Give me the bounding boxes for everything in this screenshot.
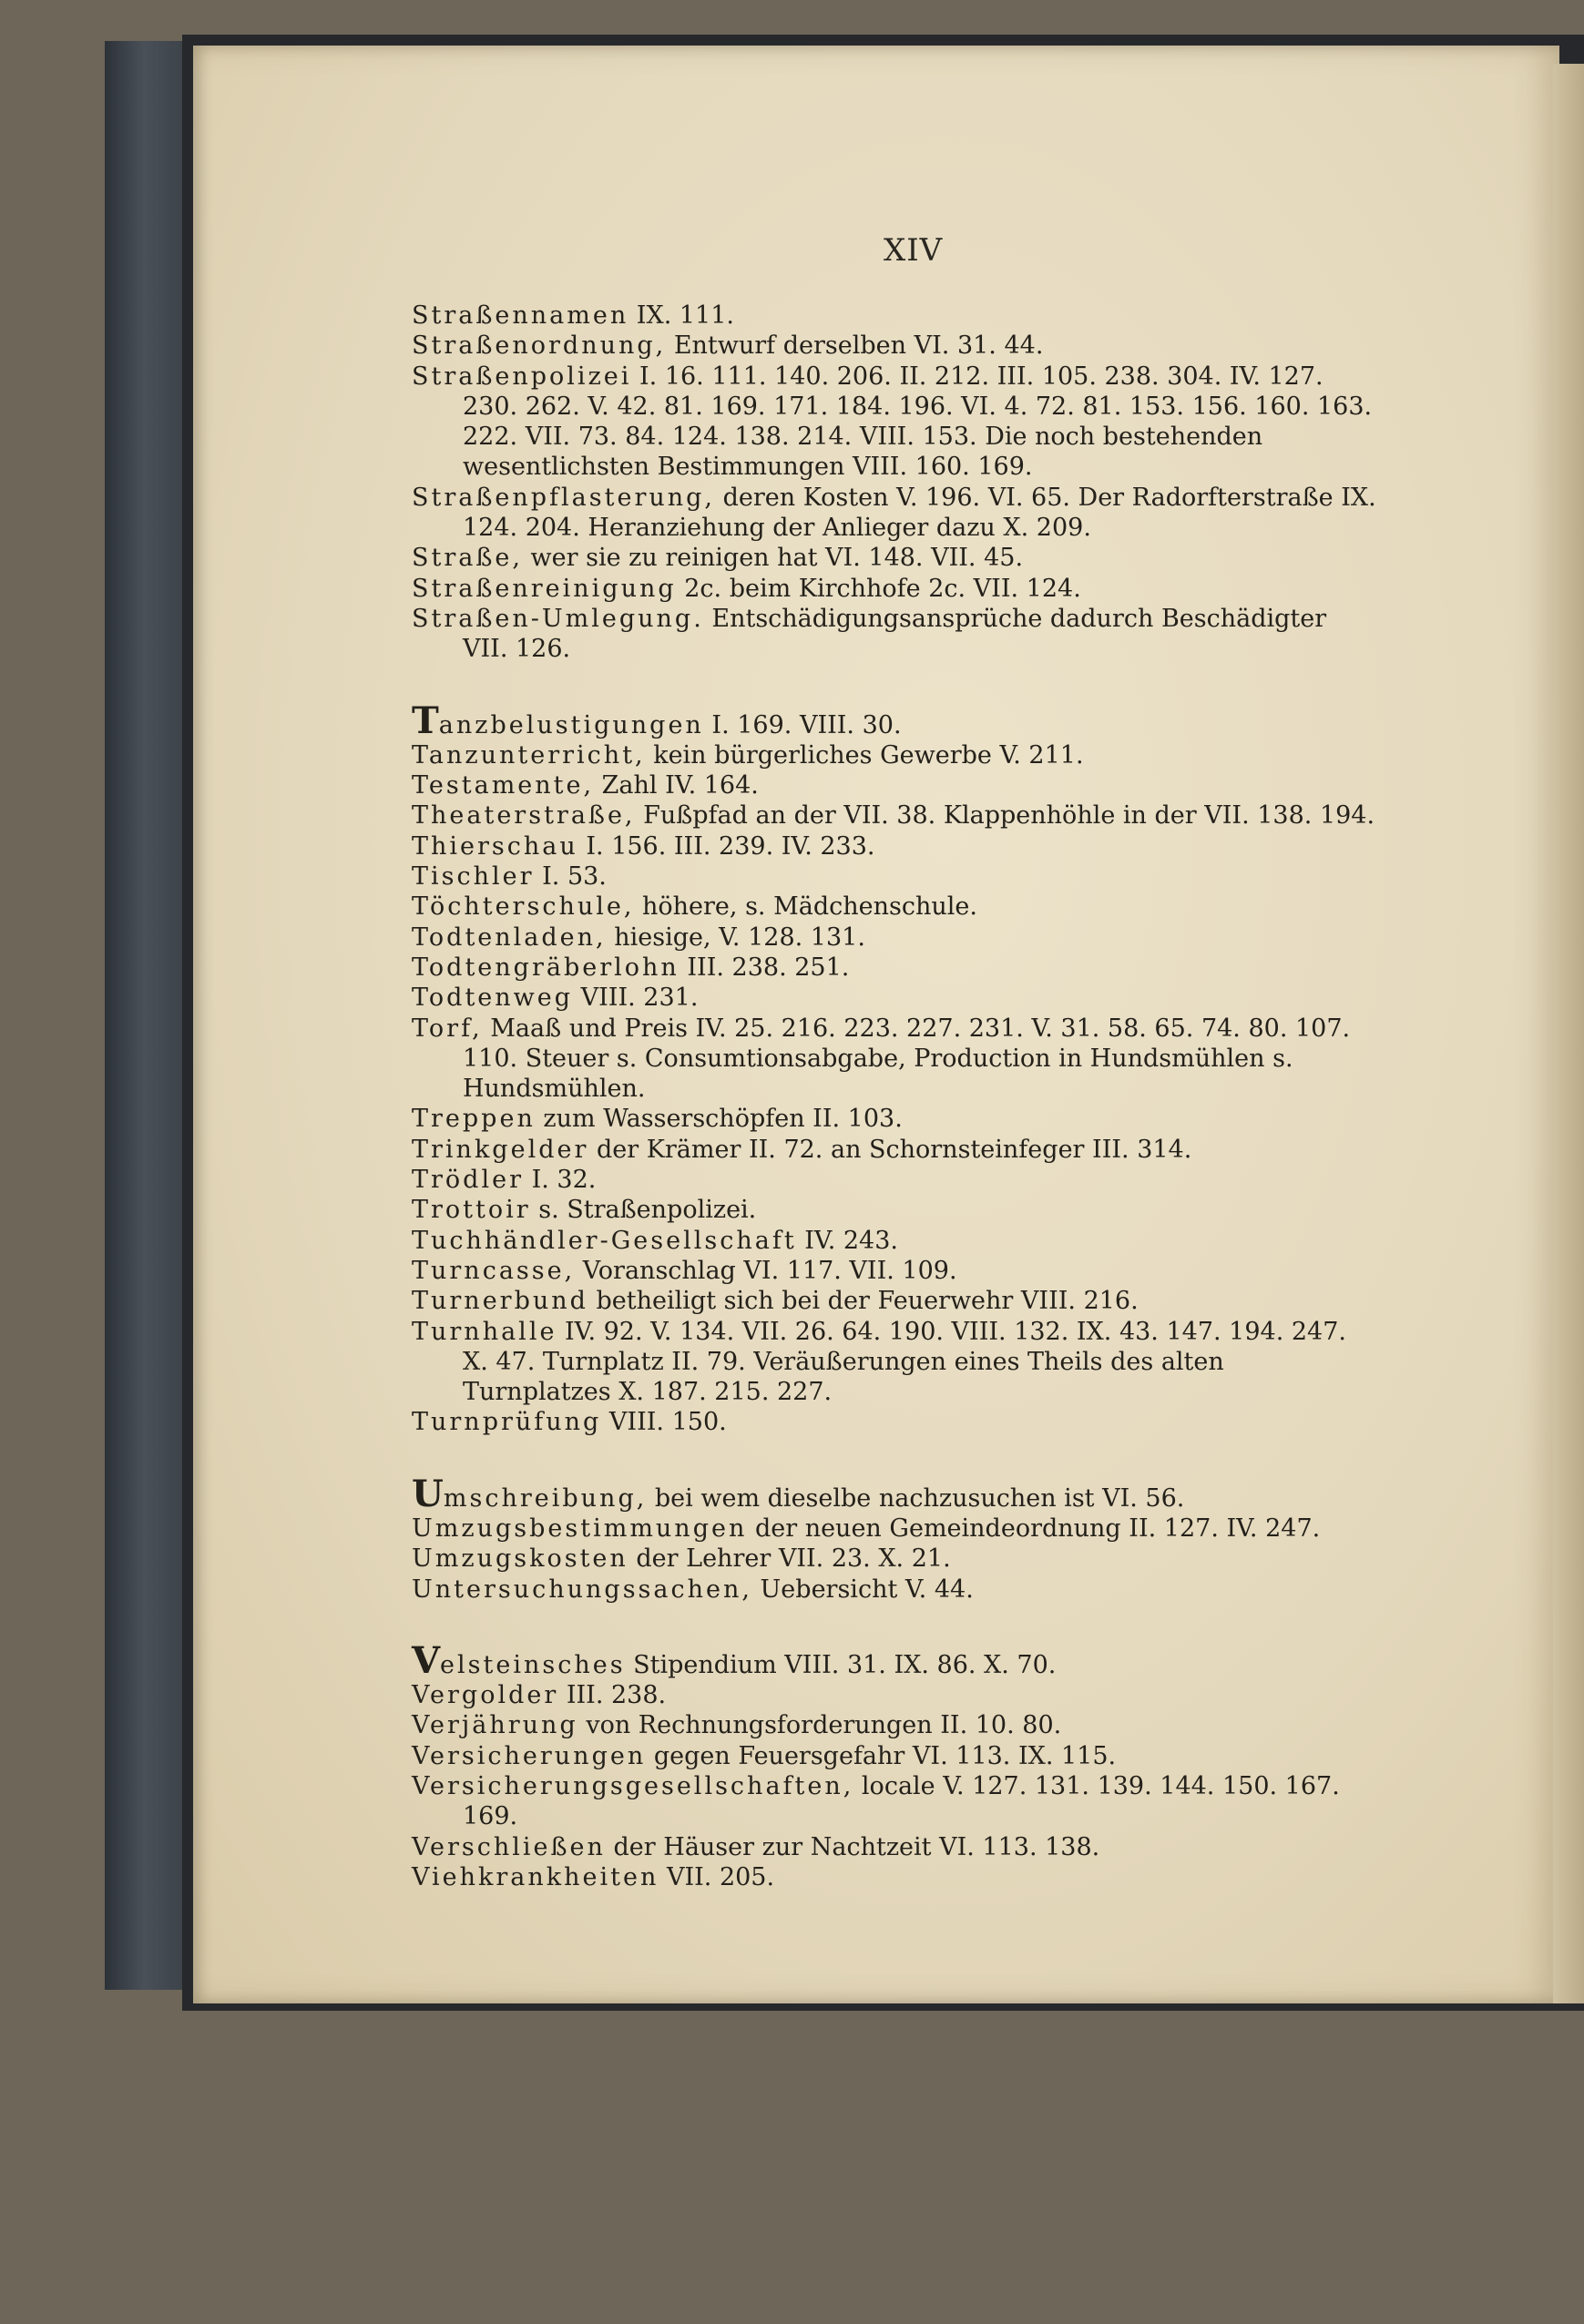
entry-references: der Lehrer VII. 23. X. 21. bbox=[628, 1544, 951, 1574]
entry-references: der Krämer II. 72. an Schornsteinfeger III. 314. bbox=[588, 1135, 1192, 1164]
book-spine-edge bbox=[105, 41, 193, 1990]
entry-term: Todtenweg bbox=[412, 984, 574, 1013]
entry-term: Straßenpolizei bbox=[412, 362, 632, 391]
index-section bbox=[412, 698, 1377, 1438]
index-entry bbox=[412, 1165, 1377, 1195]
entry-references: 2c. beim Kirchhofe 2c. VII. 124. bbox=[676, 574, 1081, 603]
entry-references: Fußpfad an der VII. 38. Klappenhöhle in der VII. 138. 194. bbox=[635, 801, 1375, 831]
entry-references: betheiligt sich bei der Feuerwehr VIII. 216. bbox=[588, 1287, 1139, 1316]
entry-term: Vergolder bbox=[412, 1681, 559, 1710]
entry-term: Theaterstraße, bbox=[412, 801, 636, 831]
entry-term: Turncasse, bbox=[412, 1256, 576, 1285]
index-entry bbox=[412, 604, 1377, 665]
index-entry bbox=[412, 1286, 1377, 1316]
entry-term: Straßenordnung, bbox=[412, 331, 667, 361]
entry-term: Trödler bbox=[412, 1166, 524, 1195]
entry-references: s. Straßenpolizei. bbox=[530, 1196, 757, 1225]
entry-references: III. 238. bbox=[558, 1681, 667, 1710]
index-entry bbox=[412, 574, 1377, 604]
index-entry bbox=[412, 1710, 1377, 1740]
entry-term: elsteinsches bbox=[440, 1650, 626, 1679]
entry-term: Straßenpflasterung, bbox=[412, 483, 715, 512]
index-entry bbox=[412, 922, 1377, 953]
page-number: XIV bbox=[884, 232, 944, 269]
entry-term: Torf, bbox=[412, 1014, 483, 1043]
entry-term: Trinkgelder bbox=[412, 1135, 589, 1164]
entry-references: Entschädigungsansprüche dadurch Beschädigter VII. 126. bbox=[463, 604, 1327, 664]
index-entry bbox=[412, 800, 1377, 831]
index-section bbox=[412, 1638, 1377, 1892]
entry-term: Versicherungen bbox=[412, 1741, 647, 1770]
index-section bbox=[412, 301, 1377, 665]
entry-term: Tischler bbox=[412, 862, 535, 892]
index-entry bbox=[412, 1638, 1377, 1682]
entry-term: Testamente, bbox=[412, 771, 595, 800]
index-entry bbox=[412, 362, 1377, 483]
entry-references: der Häuser zur Nachtzeit VI. 113. 138. bbox=[605, 1832, 1100, 1861]
entry-term: Turnprüfung bbox=[412, 1408, 602, 1437]
entry-references: I. 53. bbox=[534, 862, 607, 892]
index-entry bbox=[412, 1514, 1377, 1544]
index-entry bbox=[412, 1832, 1377, 1862]
index-entry bbox=[412, 770, 1377, 800]
entry-term: Tanzunterricht, bbox=[412, 740, 646, 770]
entry-term: Straße, bbox=[412, 544, 523, 573]
entry-references: IV. 92. V. 134. VII. 26. 64. 190. VIII. 132. IX. 43. 147. 194. 247. X. 47. Turnplatz II. 79. Veräußerungen eines Theils des alten Turnplatzes X. 187. 215. 227. bbox=[463, 1317, 1346, 1407]
entry-term: Thierschau bbox=[412, 831, 578, 861]
index-entry bbox=[412, 1256, 1377, 1286]
entry-references: VIII. 231. bbox=[573, 984, 699, 1013]
entry-term: anzbelustigungen bbox=[438, 710, 704, 739]
entry-term: Treppen bbox=[412, 1105, 536, 1134]
index-entry bbox=[412, 861, 1377, 892]
entry-term: Turnhalle bbox=[412, 1317, 557, 1346]
index-entry bbox=[412, 1575, 1377, 1605]
entry-term: Turnerbund bbox=[412, 1287, 588, 1316]
section-initial: U bbox=[412, 1472, 444, 1515]
entry-term: Versicherungsgesellschaften, bbox=[412, 1772, 854, 1801]
entry-references: VII. 205. bbox=[659, 1862, 775, 1891]
index-entry bbox=[412, 483, 1377, 544]
entry-references: kein bürgerliches Gewerbe V. 211. bbox=[645, 740, 1084, 770]
entry-term: Verschließen bbox=[412, 1832, 606, 1861]
index-entry bbox=[412, 1407, 1377, 1437]
entry-references: Voranschlag VI. 117. VII. 109. bbox=[575, 1256, 957, 1285]
index-entry bbox=[412, 1472, 1377, 1515]
index-entry bbox=[412, 1741, 1377, 1771]
index-entry bbox=[412, 1680, 1377, 1710]
entry-term: mschreibung, bbox=[443, 1483, 648, 1513]
entry-references: IV. 243. bbox=[796, 1226, 898, 1255]
entry-references: Zahl IV. 164. bbox=[594, 771, 759, 800]
entry-references: zum Wasserschöpfen II. 103. bbox=[535, 1105, 903, 1134]
index-entry bbox=[412, 301, 1377, 331]
index-entry bbox=[412, 698, 1377, 742]
entry-term: Umzugsbestimmungen bbox=[412, 1514, 748, 1543]
entry-term: Viehkrankheiten bbox=[412, 1862, 659, 1891]
index-entry bbox=[412, 892, 1377, 922]
section-initial: T bbox=[412, 698, 439, 742]
index-entry bbox=[412, 331, 1377, 361]
index-entry bbox=[412, 983, 1377, 1013]
entry-references: wer sie zu reinigen hat VI. 148. VII. 45. bbox=[522, 544, 1024, 573]
entry-term: Straßen-Umlegung. bbox=[412, 604, 704, 633]
entry-references: bei wem dieselbe nachzusuchen ist VI. 56. bbox=[647, 1483, 1185, 1513]
entry-references: III. 238. 251. bbox=[679, 953, 850, 982]
index-entry bbox=[412, 1226, 1377, 1256]
entry-term: Umzugskosten bbox=[412, 1544, 628, 1574]
index-entry bbox=[412, 1862, 1377, 1892]
entry-term: Straßennamen bbox=[412, 301, 629, 330]
index-entry bbox=[412, 1104, 1377, 1134]
index-entry bbox=[412, 953, 1377, 983]
entry-references: Maaß und Preis IV. 25. 216. 223. 227. 231. V. 31. 58. 65. 74. 80. 107. 110. Steuer s. Consumtionsabgabe, Production in Hundsmühlen s. Hundsmühlen. bbox=[463, 1014, 1351, 1104]
index-entry bbox=[412, 543, 1377, 573]
entry-references: I. 169. VIII. 30. bbox=[703, 710, 902, 739]
section-initial: V bbox=[412, 1638, 441, 1682]
index-content bbox=[412, 301, 1377, 1892]
entry-references: höhere, s. Mädchenschule. bbox=[634, 892, 977, 922]
index-entry bbox=[412, 1317, 1377, 1408]
entry-term: Todtengräberlohn bbox=[412, 953, 680, 982]
entry-references: VIII. 150. bbox=[601, 1408, 727, 1437]
entry-term: Straßenreinigung bbox=[412, 574, 677, 603]
entry-references: I. 32. bbox=[523, 1166, 597, 1195]
entry-term: Trottoir bbox=[412, 1196, 531, 1225]
entry-references: der neuen Gemeindeordnung II. 127. IV. 247. bbox=[747, 1514, 1321, 1543]
entry-term: Tuchhändler-Gesellschaft bbox=[412, 1226, 797, 1255]
next-page-edge bbox=[1553, 64, 1584, 2003]
entry-term: Verjährung bbox=[412, 1711, 578, 1740]
index-entry bbox=[412, 1014, 1377, 1105]
entry-references: hiesige, V. 128. 131. bbox=[606, 922, 865, 952]
index-entry bbox=[412, 1544, 1377, 1574]
entry-references: I. 156. III. 239. IV. 233. bbox=[577, 831, 875, 861]
entry-term: Todtenladen, bbox=[412, 922, 607, 952]
index-entry bbox=[412, 1771, 1377, 1832]
entry-references: von Rechnungsforderungen II. 10. 80. bbox=[577, 1711, 1062, 1740]
index-entry bbox=[412, 1135, 1377, 1165]
index-entry bbox=[412, 831, 1377, 861]
entry-references: I. 16. 111. 140. 206. II. 212. III. 105. 238. 304. IV. 127. 230. 262. V. 42. 81. 169. 171. 184. 196. VI. 4. 72. 81. 153. 156. 160. 163. 222. VII. 73. 84. 124. 138. 214. VIII. 153. Die noch bestehenden wesentlichsten Bestimmungen VIII. 160. 169. bbox=[463, 362, 1373, 482]
entry-references: Entwurf derselben VI. 31. 44. bbox=[666, 331, 1044, 361]
index-entry bbox=[412, 1195, 1377, 1225]
entry-references: Stipendium VIII. 31. IX. 86. X. 70. bbox=[625, 1650, 1057, 1679]
entry-term: Untersuchungssachen, bbox=[412, 1575, 752, 1604]
index-entry bbox=[412, 740, 1377, 770]
entry-references: locale V. 127. 131. 139. 144. 150. 167. 169. bbox=[463, 1772, 1340, 1831]
index-section bbox=[412, 1472, 1377, 1605]
entry-references: IX. 111. bbox=[628, 301, 734, 330]
entry-references: Uebersicht V. 44. bbox=[751, 1575, 974, 1604]
entry-references: deren Kosten V. 196. VI. 65. Der Radorfterstraße IX. 124. 204. Heranziehung der Anlieger dazu X. 209. bbox=[463, 483, 1376, 543]
entry-term: Töchterschule, bbox=[412, 892, 635, 922]
entry-references: gegen Feuersgefahr VI. 113. IX. 115. bbox=[646, 1741, 1117, 1770]
